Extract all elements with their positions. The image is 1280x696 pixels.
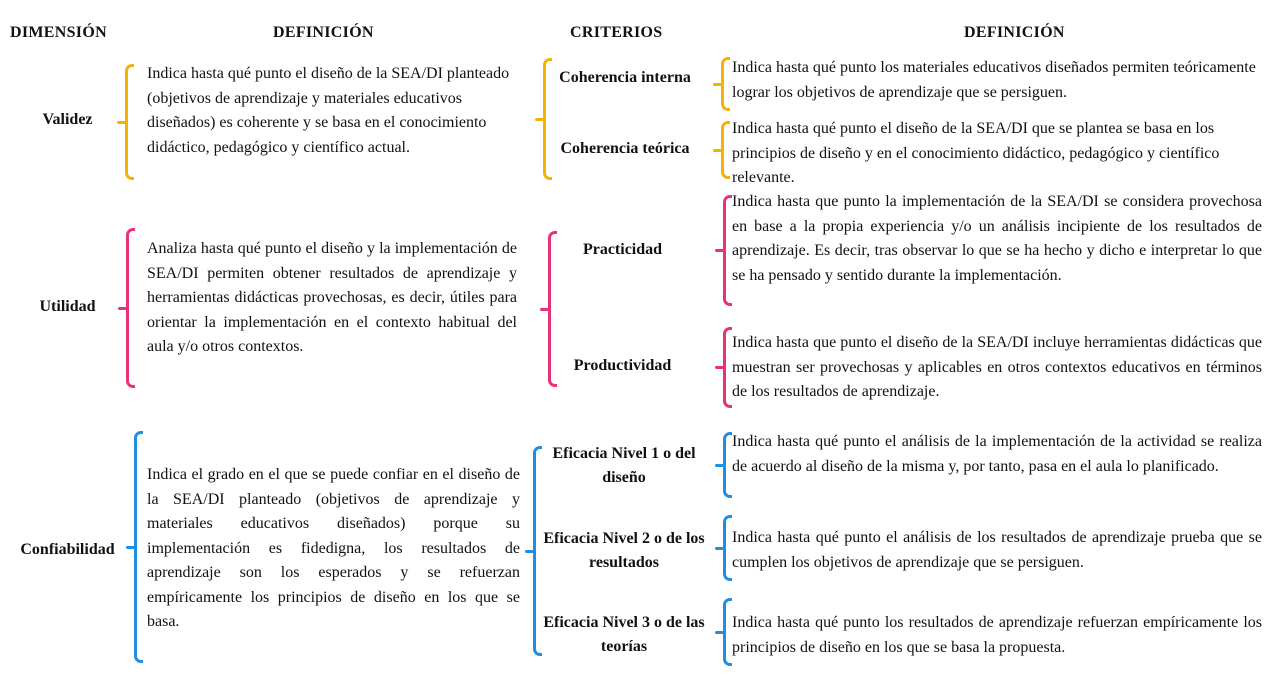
criterion-definition: Indica hasta que punto la implementación de la SEA/DI se considera provechosa en base a la propia experiencia y/o un análisis incipiente de los resultados de aprendizaje. Es decir, tras observar lo que se ha hecho y dicho e interpretar lo que se ha pensado y sentido durante la implementación. <box>732 193 1262 284</box>
dimension-definition-confiabilidad: Indica el grado en el que se puede confiar en el diseño de la SEA/DI planteado (objetivos de aprendizaje y materiales educativos diseñados) porque su implementación es fidedigna, los resultados de aprendizaje son los esperados y se refuerzan empíricamente los principios de diseño en los que se basa. <box>147 466 520 630</box>
criterion-label: Coherencia teórica <box>560 140 690 157</box>
brace-utilidad <box>126 228 135 388</box>
header-definition: DEFINICIÓN <box>273 24 374 41</box>
brace-definition <box>723 195 732 306</box>
brace-definition <box>721 57 730 111</box>
criterion-label: Practicidad <box>582 241 663 258</box>
header-dimension: DIMENSIÓN <box>10 24 107 41</box>
brace-confiabilidad <box>134 431 143 663</box>
header-criteria: CRITERIOS <box>570 24 663 41</box>
brace-definition <box>721 121 730 179</box>
brace-definition <box>723 515 732 581</box>
criterion-definition: Indica hasta qué punto el análisis de la implementación de la actividad se realiza de acuerdo al diseño de la misma y, por tanto, pasa en el aula lo planificado. <box>732 433 1262 475</box>
criterion-definition: Indica hasta que punto el diseño de la SEA/DI incluye herramientas didácticas que muestran ser provechosas y aplicables en otros contextos educativos en términos de los resultados de aprendizaje. <box>732 334 1262 400</box>
header-criteria-definition: DEFINICIÓN <box>964 24 1065 41</box>
criterion-label: Productividad <box>573 357 672 374</box>
brace-definition <box>723 598 732 666</box>
criterion-definition: Indica hasta qué punto el análisis de los resultados de aprendizaje prueba que se cumplen los objetivos de aprendizaje que se persiguen. <box>732 529 1262 571</box>
brace-definition <box>723 432 732 498</box>
dimension-label-confiabilidad: Confiabilidad <box>20 541 115 558</box>
criterion-definition: Indica hasta qué punto los materiales educativos diseñados permiten teóricamente lograr los objetivos de aprendizaje que se persiguen. <box>732 59 1256 101</box>
criterion-label: Eficacia Nivel 2 o de los resultados <box>543 530 705 571</box>
criterion-label: Coherencia interna <box>559 69 691 86</box>
criterion-label: Eficacia Nivel 1 o del diseño <box>552 445 696 486</box>
criterion-definition: Indica hasta qué punto el diseño de la SEA/DI que se plantea se basa en los principios de diseño y en el conocimiento didáctico, pedagógico y científico relevante. <box>732 120 1220 186</box>
dimension-definition-utilidad: Analiza hasta qué punto el diseño y la implementación de SEA/DI permiten obtener resultados de aprendizaje y herramientas didácticas provechosas, es decir, útiles para orientar la implementación en el contexto habitual del aula y/o otros contextos. <box>147 240 517 355</box>
brace-validez <box>125 64 134 180</box>
brace-definition <box>723 327 732 408</box>
dimension-definition-validez: Indica hasta qué punto el diseño de la SEA/DI planteado (objetivos de aprendizaje y materiales educativos diseñados) es coherente y se basa en el conocimiento didáctico, pedagógico y científico actual. <box>147 65 510 156</box>
criterion-definition: Indica hasta qué punto los resultados de aprendizaje refuerzan empíricamente los principios de diseño en los que se basa la propuesta. <box>732 614 1262 656</box>
dimension-label-validez: Validez <box>42 111 93 128</box>
dimension-label-utilidad: Utilidad <box>39 298 96 315</box>
criterion-label: Eficacia Nivel 3 o de las teorías <box>543 614 705 655</box>
